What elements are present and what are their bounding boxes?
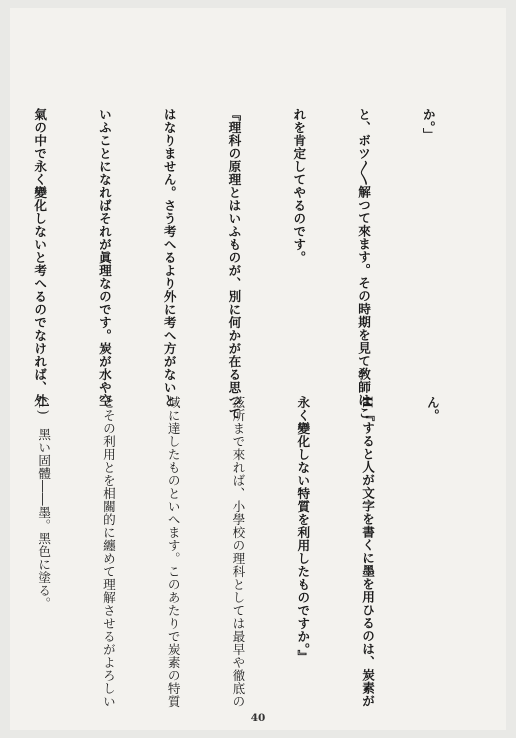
text-line: と、ボツ〳〵解つて來ます。その時期を見て敎師はこ xyxy=(356,108,372,420)
list-item: (1) 黑い固體――墨。黑色に塗る。 xyxy=(36,396,52,611)
text-line: とその利用とを相關的に纏めて理解させるがよろしい xyxy=(100,396,116,708)
text-line: か。」 xyxy=(420,108,436,141)
text-line: 氣の中で永く變化しないと考へるのでなければ、外 xyxy=(32,108,48,407)
text-line: 域に達したものといへます。このあたりで炭素の特質 xyxy=(165,396,181,708)
text-line: H『すると人が文字を書くに墨を用ひるのは、炭素が xyxy=(360,396,376,708)
text-line: はなりません。さう考へるより外に考へ方がないと xyxy=(161,108,177,407)
text-line: 『理科の原理とはいふものが、別に何かが在る思つて xyxy=(226,108,242,420)
upper-text-block xyxy=(0,108,482,420)
book-page xyxy=(10,8,506,730)
text-line: ん。 xyxy=(424,396,440,422)
text-line: いふことになればそれが眞理なのです。炭が水や空 xyxy=(96,108,112,407)
page-number: 40 xyxy=(250,712,266,724)
text-line: 茲所まで來れば、小學校の理科としては最早や徹底の xyxy=(230,396,246,708)
text-line: 永く變化しない特質を利用したものですか。』 xyxy=(295,396,311,663)
text-line: れを肯定してやるのです。 xyxy=(291,108,307,264)
lower-text-block xyxy=(0,396,486,708)
